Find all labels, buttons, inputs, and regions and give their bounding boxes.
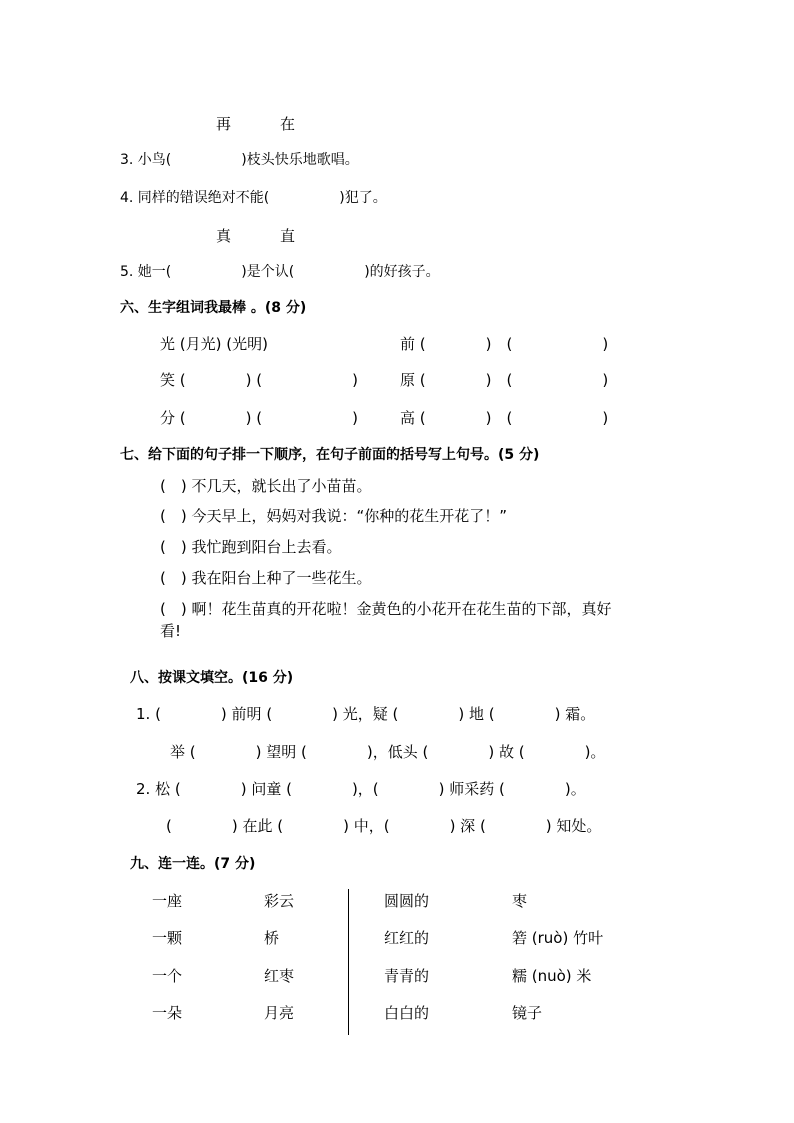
sentence-item: ( ) 今天早上，妈妈对我说：“你种的花生开花了！” <box>160 507 508 525</box>
sentence-item: ( ) 我在阳台上种了一些花生。 <box>160 569 372 587</box>
question-3: 3. 小鸟( )枝头快乐地歌唱。 <box>120 152 359 168</box>
match-item: 糯 (nuò) 米 <box>512 967 592 985</box>
choice-word: 在 <box>280 115 296 133</box>
match-item: 红红的 <box>384 929 430 947</box>
poem-fill-line: 1. ( ) 前明 ( ) 光，疑 ( ) 地 ( ) 霜。 <box>136 705 596 723</box>
section-9-title: 九、连一连。(7 分) <box>130 856 256 872</box>
choice-word: 再 <box>216 115 232 133</box>
match-item: 枣 <box>512 892 528 910</box>
column-divider <box>348 889 349 1035</box>
poem-fill-line: ( ) 在此 ( ) 中，( ) 深 ( ) 知处。 <box>166 817 602 835</box>
match-item: 一个 <box>152 967 183 985</box>
section-7-title: 七、给下面的句子排一下顺序，在句子前面的括号写上句号。(5 分) <box>120 447 540 463</box>
match-item: 镜子 <box>512 1004 543 1022</box>
match-item: 一颗 <box>152 929 183 947</box>
match-item: 桥 <box>264 929 280 947</box>
match-item: 红枣 <box>264 967 295 985</box>
match-item: 一朵 <box>152 1004 183 1022</box>
sentence-item: ( ) 我忙跑到阳台上去看。 <box>160 538 342 556</box>
sentence-item-continued: 看! <box>160 622 182 640</box>
word-row-right: 原 ( ) ( ) <box>400 371 609 389</box>
poem-fill-line: 举 ( ) 望明 ( )，低头 ( ) 故 ( )。 <box>170 743 606 761</box>
word-row-right: 高 ( ) ( ) <box>400 409 609 427</box>
section-6-title: 六、生字组词我最棒 。(8 分) <box>120 300 307 316</box>
word-row-left: 分 ( ) ( ) <box>160 409 358 427</box>
question-4: 4. 同样的错误绝对不能( )犯了。 <box>120 190 387 206</box>
section-8-title: 八、按课文填空。(16 分) <box>130 670 294 686</box>
sentence-item: ( ) 不几天，就长出了小苗苗。 <box>160 477 372 495</box>
match-item: 月亮 <box>264 1004 295 1022</box>
match-item: 白白的 <box>384 1004 430 1022</box>
question-5: 5. 她一( )是个认( )的好孩子。 <box>120 264 440 280</box>
poem-fill-line: 2. 松 ( ) 问童 ( )，( ) 师采药 ( )。 <box>136 780 586 798</box>
choice-word: 真 <box>216 227 232 245</box>
word-row-left: 光 (月光) (光明) <box>160 335 268 353</box>
match-item: 青青的 <box>384 967 430 985</box>
match-item: 圆圆的 <box>384 892 430 910</box>
match-item: 彩云 <box>264 892 295 910</box>
word-row-left: 笑 ( ) ( ) <box>160 371 358 389</box>
match-item: 箬 (ruò) 竹叶 <box>512 929 604 947</box>
sentence-item: ( ) 啊！花生苗真的开花啦！金黄色的小花开在花生苗的下部，真好 <box>160 600 612 618</box>
choice-word: 直 <box>280 227 296 245</box>
match-item: 一座 <box>152 892 183 910</box>
word-row-right: 前 ( ) ( ) <box>400 335 609 353</box>
